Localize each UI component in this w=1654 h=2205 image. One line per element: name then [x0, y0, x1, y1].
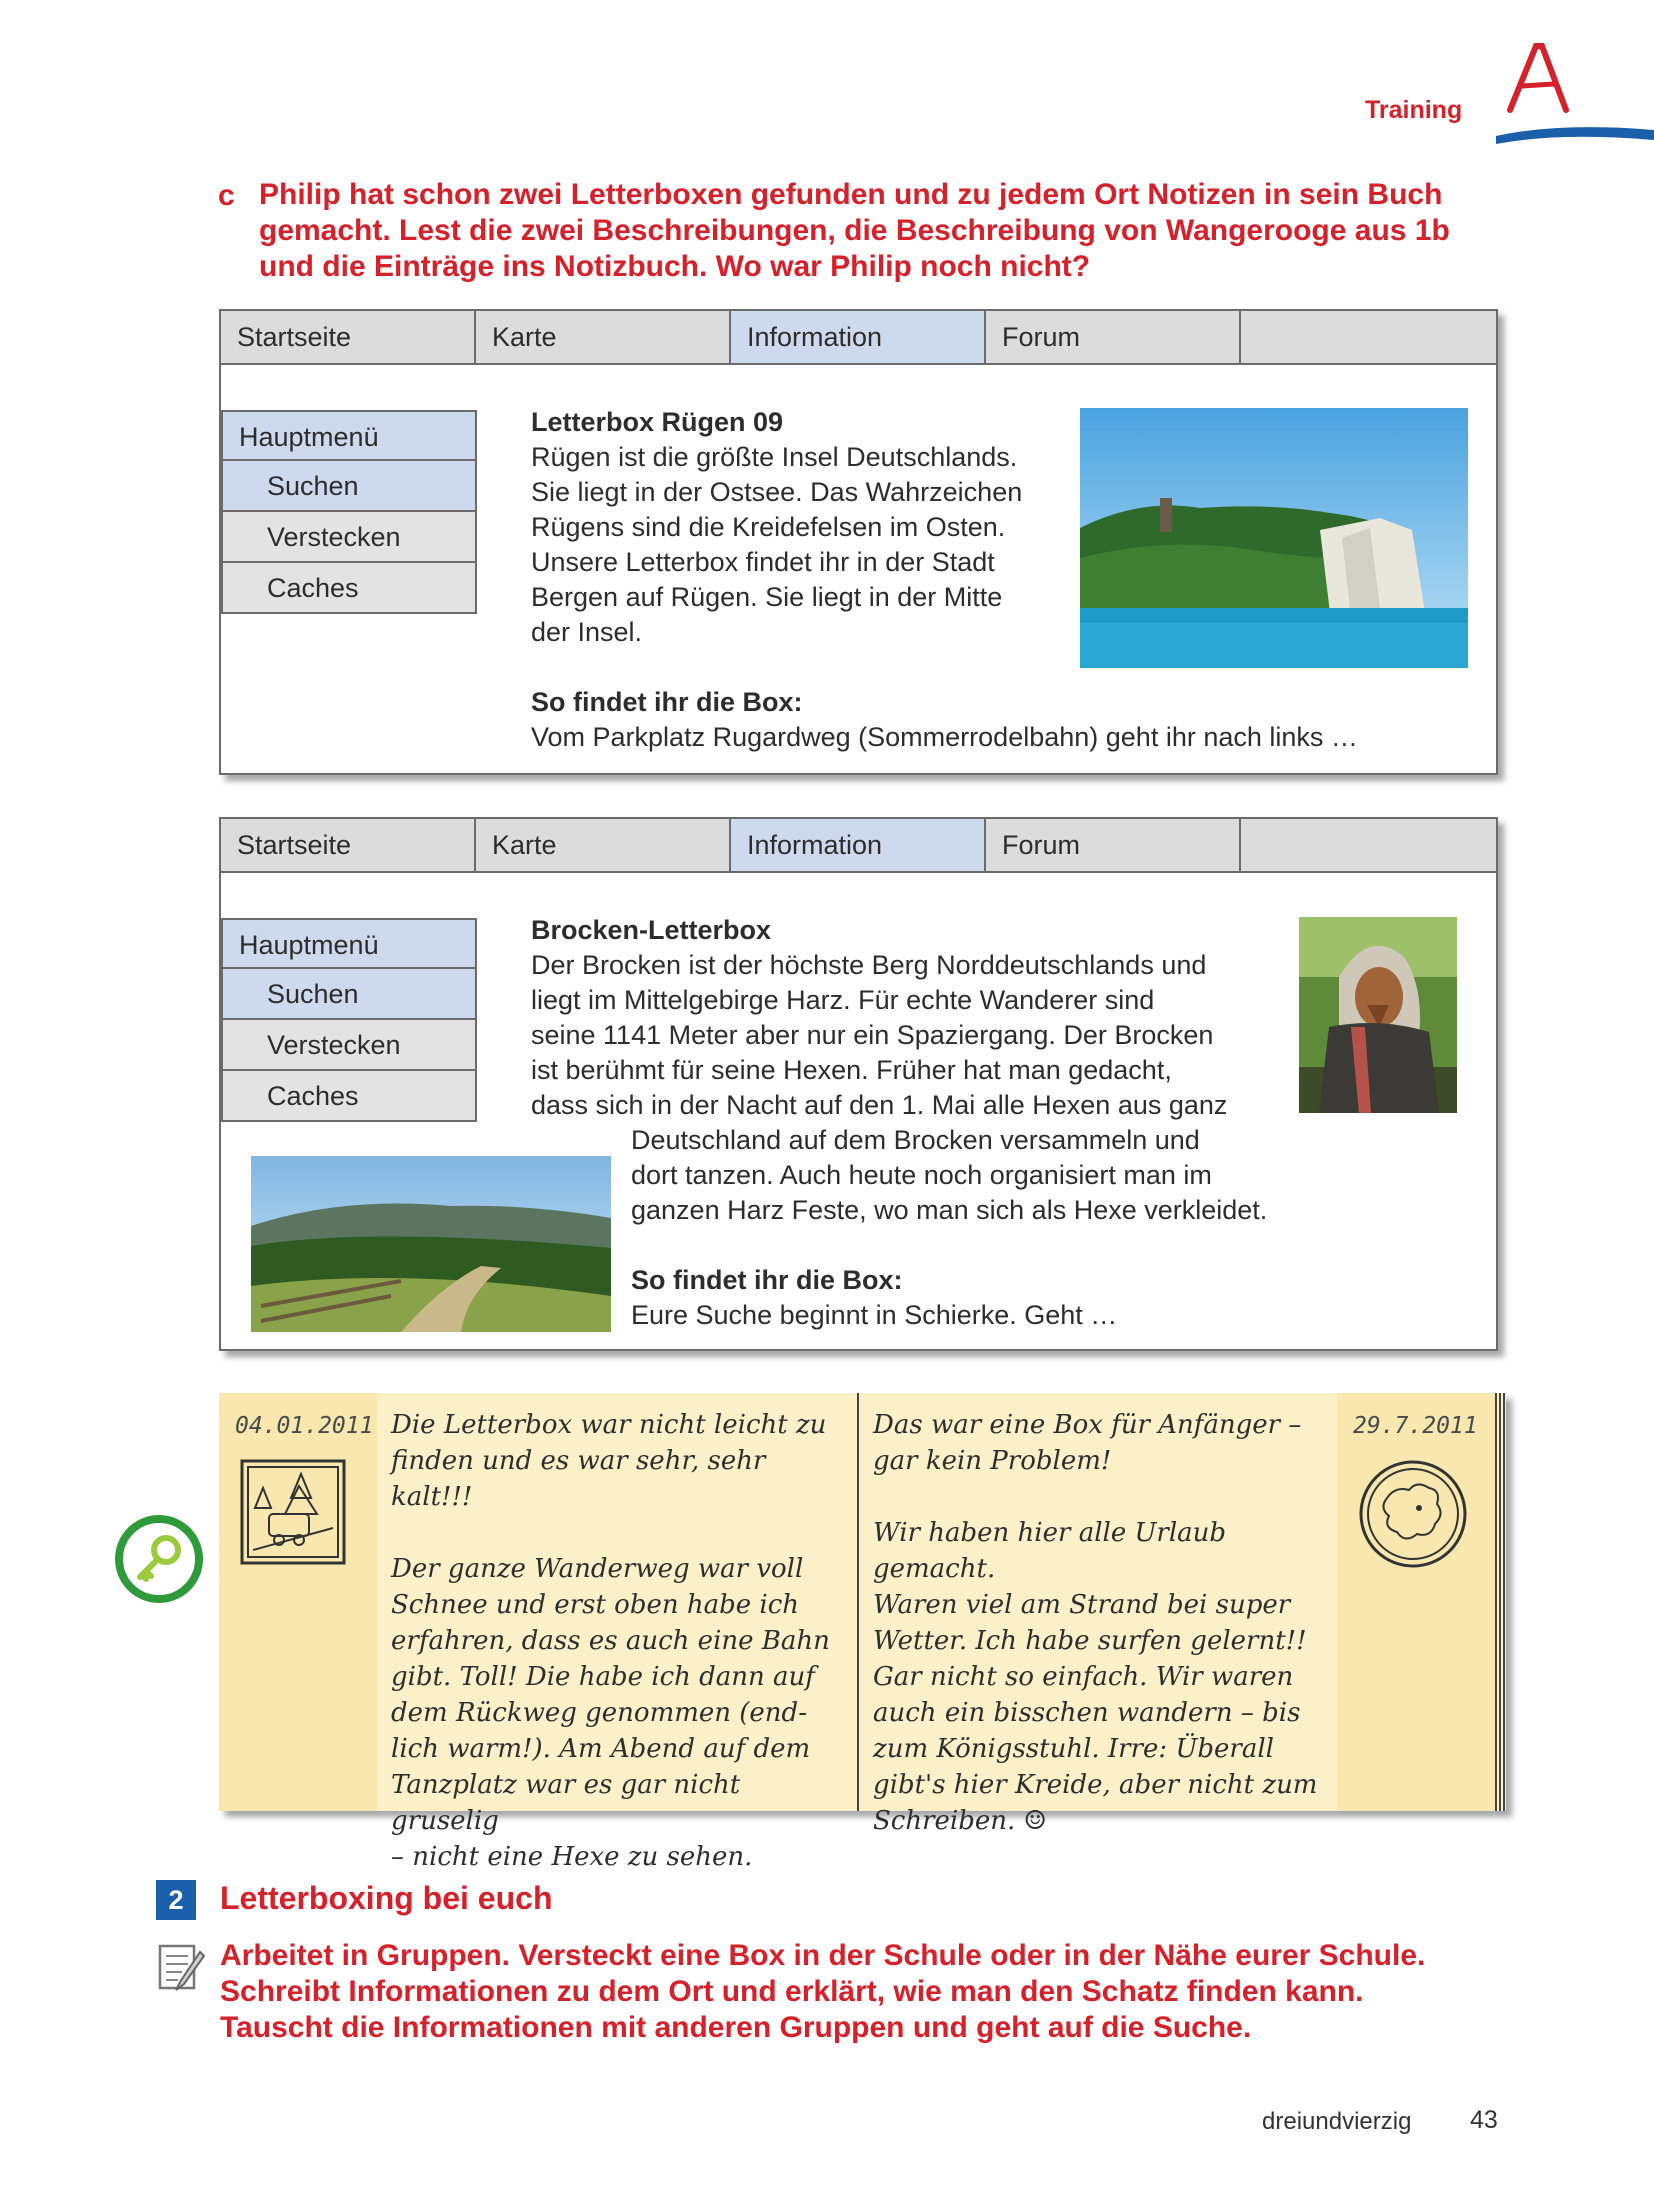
train-stamp-icon — [239, 1458, 347, 1566]
text-line: Rügen ist die größte Insel Deutschlands. — [531, 442, 1018, 472]
notebook-left-margin — [219, 1393, 377, 1811]
ruegen-description — [531, 405, 1358, 755]
ruegen-title: Letterbox Rügen 09 — [531, 407, 784, 437]
task-number-badge: 2 — [156, 1880, 196, 1920]
island-stamp-icon — [1357, 1458, 1469, 1570]
hand-line: gar kein Problem! — [873, 1446, 1112, 1476]
hand-line: – nicht eine Hexe zu sehen. — [391, 1842, 753, 1872]
nav-tab-information[interactable]: Information — [731, 819, 986, 871]
ruegen-cliffs-photo — [1080, 408, 1468, 668]
witch-figure-photo — [1299, 917, 1457, 1113]
text-line: dass sich in der Nacht auf den 1. Mai alle Hexen aus ganz — [531, 1090, 1228, 1120]
harz-landscape-photo — [251, 1156, 611, 1332]
hand-line: finden und es war sehr, sehr kalt!!! — [391, 1446, 766, 1512]
find-text: Eure Suche beginnt in Schierke. Geht … — [631, 1300, 1118, 1330]
text-line: Der Brocken ist der höchste Berg Norddeutschlands und — [531, 950, 1207, 980]
brocken-description-cont — [631, 1123, 1351, 1333]
task-2-instruction: Arbeitet in Gruppen. Versteckt eine Box in der Schule oder in der Nähe eurer Schule. Schreibt Informationen zu dem Ort und erklärt, wie man den Schatz finden kann. Tauscht die Informationen mit anderen Gruppen und geht auf die Suche. — [220, 1939, 1426, 2044]
hand-line — [873, 1479, 1333, 1515]
notebook-entry-ruegen — [859, 1393, 1337, 1836]
find-heading: So findet ihr die Box: — [631, 1265, 903, 1295]
notebook-right-margin — [1337, 1393, 1495, 1811]
hand-line: Gar nicht so einfach. Wir waren — [873, 1662, 1294, 1692]
side-menu — [221, 410, 477, 614]
nav-tab-forum[interactable]: Forum — [986, 819, 1241, 871]
text-line: Deutschland auf dem Brocken versammeln und — [631, 1125, 1200, 1155]
menu-item-caches[interactable]: Caches — [221, 1071, 477, 1122]
entry-text — [391, 1407, 851, 1875]
hand-line: dem Rückweg genommen (end- — [391, 1698, 807, 1728]
hand-line: Das war eine Box für Anfänger – — [873, 1410, 1302, 1440]
menu-item-suchen[interactable]: Suchen — [221, 969, 477, 1020]
text-line: der Insel. — [531, 617, 643, 647]
task-letter: c — [218, 179, 235, 212]
text-line: ist berühmt für seine Hexen. Früher hat man gedacht, — [531, 1055, 1172, 1085]
text-line: ganzen Harz Feste, wo man sich als Hexe verkleidet. — [631, 1195, 1268, 1225]
website-panel-ruegen — [219, 309, 1498, 775]
task-2-title: Letterboxing bei euch — [220, 1880, 553, 1916]
website-navbar — [221, 819, 1496, 873]
brocken-description — [531, 913, 1311, 1123]
nav-tab-empty — [1241, 311, 1496, 363]
text-line: Sie liegt in der Ostsee. Das Wahrzeichen — [531, 477, 1023, 507]
website-navbar — [221, 311, 1496, 365]
menu-item-caches[interactable]: Caches — [221, 563, 477, 614]
hand-line: Wir haben hier alle Urlaub gemacht. — [873, 1518, 1227, 1584]
entry-text — [873, 1407, 1333, 1839]
hand-line: zum Königsstuhl. Irre: Überall — [873, 1734, 1274, 1764]
text-line: dort tanzen. Auch heute noch organisiert man im — [631, 1160, 1212, 1190]
text-line: Unsere Letterbox findet ihr in der Stadt — [531, 547, 995, 577]
notebook-page-edge — [1495, 1393, 1506, 1811]
hand-line — [391, 1515, 851, 1551]
notebook-entry-brocken — [377, 1393, 859, 1872]
page-number: 43 — [1470, 2106, 1498, 2134]
notebook-entries — [219, 1393, 1506, 1872]
nav-tab-empty — [1241, 819, 1496, 871]
website-panel-brocken — [219, 817, 1498, 1351]
nav-tab-karte[interactable]: Karte — [476, 311, 731, 363]
hand-line: gibt's hier Kreide, aber nicht zum — [873, 1770, 1318, 1800]
hand-line: auch ein bisschen wandern – bis — [873, 1698, 1301, 1728]
hand-line: Schreiben. ☺ — [873, 1806, 1047, 1836]
section-label: Training — [1365, 96, 1463, 124]
nav-tab-forum[interactable]: Forum — [986, 311, 1241, 363]
entry-date: 04.01.2011 — [235, 1413, 374, 1439]
menu-item-verstecken[interactable]: Verstecken — [221, 1020, 477, 1071]
hand-line: Wetter. Ich habe surfen gelernt!! — [873, 1626, 1307, 1656]
text-line: liegt im Mittelgebirge Harz. Für echte Wanderer sind — [531, 985, 1155, 1015]
hand-line: Waren viel am Strand bei super — [873, 1590, 1291, 1620]
find-text: Vom Parkplatz Rugardweg (Sommerrodelbahn) geht ihr nach links … — [531, 722, 1358, 752]
nav-tab-startseite[interactable]: Startseite — [221, 819, 476, 871]
letter-a-logo — [1490, 40, 1654, 150]
hand-line: lich warm!). Am Abend auf dem — [391, 1734, 811, 1764]
entry-date: 29.7.2011 — [1353, 1413, 1478, 1439]
hand-line: gibt. Toll! Die habe ich dann auf — [391, 1662, 815, 1692]
brocken-title: Brocken-Letterbox — [531, 915, 772, 945]
nav-tab-karte[interactable]: Karte — [476, 819, 731, 871]
find-heading: So findet ihr die Box: — [531, 687, 803, 717]
nav-tab-information[interactable]: Information — [731, 311, 986, 363]
hand-line: Die Letterbox war nicht leicht zu — [391, 1410, 827, 1440]
hand-line: erfahren, dass es auch eine Bahn — [391, 1626, 830, 1656]
menu-item-hauptmenue[interactable]: Hauptmenü — [221, 918, 477, 969]
key-icon — [114, 1514, 204, 1604]
page-number-word: dreiundvierzig — [1262, 2108, 1412, 2135]
text-line: seine 1141 Meter aber nur ein Spaziergang. Der Brocken — [531, 1020, 1214, 1050]
hand-line: Der ganze Wanderweg war voll — [391, 1554, 804, 1584]
hand-line: Schnee und erst oben habe ich — [391, 1590, 800, 1620]
hand-line: Tanzplatz war es gar nicht gruselig — [391, 1770, 741, 1836]
nav-tab-startseite[interactable]: Startseite — [221, 311, 476, 363]
menu-item-suchen[interactable]: Suchen — [221, 461, 477, 512]
text-line: Rügens sind die Kreidefelsen im Osten. — [531, 512, 1006, 542]
side-menu — [221, 918, 477, 1122]
text-line: Bergen auf Rügen. Sie liegt in der Mitte — [531, 582, 1003, 612]
writing-icon — [156, 1942, 206, 1994]
menu-item-hauptmenue[interactable]: Hauptmenü — [221, 410, 477, 461]
task-c-instruction: Philip hat schon zwei Letterboxen gefunden und zu jedem Ort Notizen in sein Buch gemacht. Lest die zwei Beschreibungen, die Beschreibung von Wangerooge aus 1b und die Einträge ins Notizbuch. Wo war Philip noch nicht? — [259, 178, 1450, 283]
menu-item-verstecken[interactable]: Verstecken — [221, 512, 477, 563]
